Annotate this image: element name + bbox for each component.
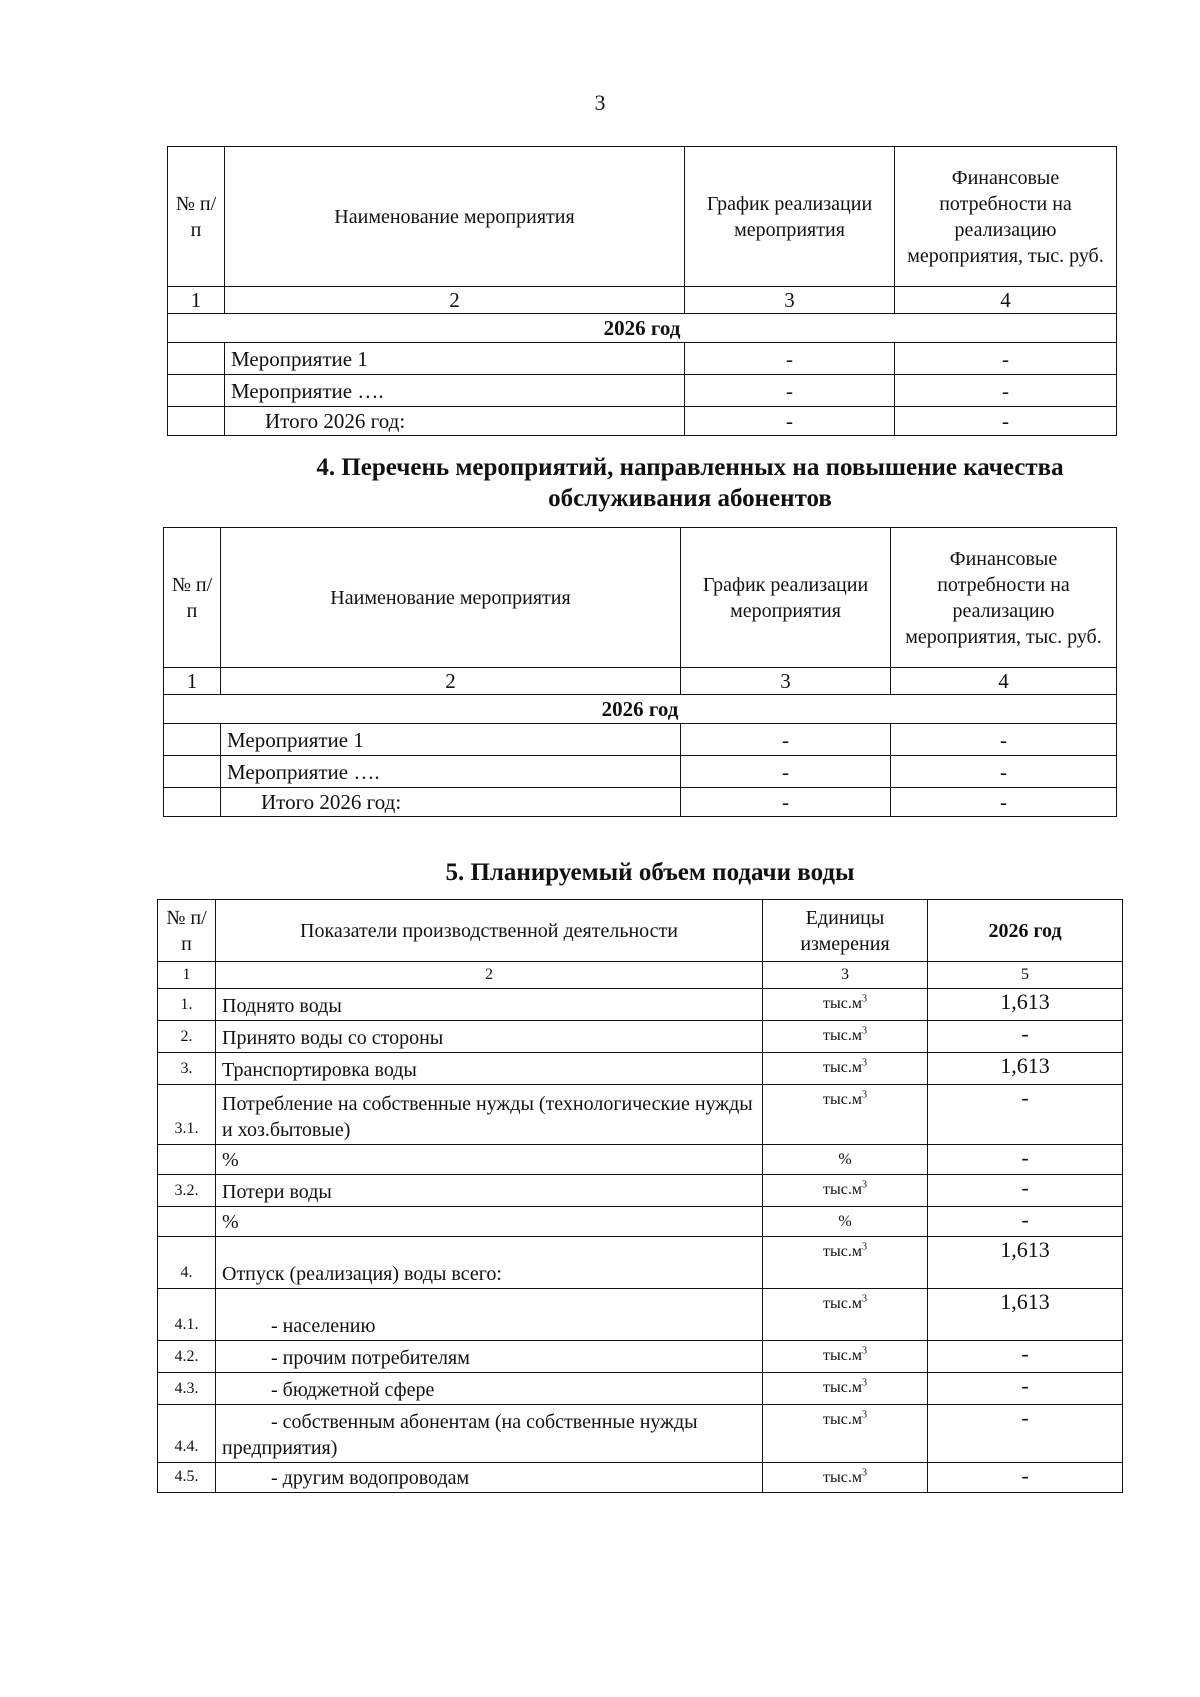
measures-table-1	[167, 146, 1117, 436]
value-cell: -	[928, 1207, 1123, 1237]
col-number-5: 5	[928, 962, 1123, 989]
value-cell: -	[928, 1463, 1123, 1493]
value-cell: -	[928, 1341, 1123, 1373]
indicator-name: %	[216, 1207, 763, 1237]
value-cell: 1,613	[928, 1053, 1123, 1085]
value-cell: -	[928, 1085, 1123, 1145]
unit-cell	[763, 1463, 928, 1493]
measures-table-2	[163, 527, 1117, 817]
unit-text: тыс.м	[823, 995, 862, 1012]
value-cell: 1,613	[928, 1289, 1123, 1341]
value-cell: -	[928, 1405, 1123, 1463]
unit-text: тыс.м	[823, 1027, 862, 1044]
unit-superscript: 3	[861, 1377, 867, 1389]
unit-superscript: 3	[861, 1345, 867, 1357]
header-measure-name: Наименование мероприятия	[221, 528, 681, 668]
row-number: 3.	[158, 1053, 216, 1085]
col-number-3: 3	[685, 287, 895, 314]
unit-cell	[763, 1175, 928, 1207]
row-number: 4.2.	[158, 1341, 216, 1373]
row-number: 4.1.	[158, 1289, 216, 1341]
unit-superscript: 3	[861, 993, 867, 1005]
unit-text: тыс.м	[823, 1295, 862, 1312]
total-label: Итого 2026 год:	[221, 788, 681, 817]
value-cell: -	[928, 1175, 1123, 1207]
header-indicator: Показатели производственной деятельности	[216, 900, 763, 962]
indicator-name: - другим водопроводам	[216, 1463, 763, 1493]
unit-superscript: 3	[861, 1057, 867, 1069]
measure-name: Мероприятие ….	[221, 756, 681, 788]
header-finance: Финансовые потребности на реализацию мероприятия, тыс. руб.	[895, 147, 1117, 287]
section-5-title: 5. Планируемый объем подачи воды	[445, 859, 855, 886]
row-number: 3.2.	[158, 1175, 216, 1207]
row-number	[164, 788, 221, 817]
value-cell: -	[928, 1145, 1123, 1175]
measure-finance: -	[891, 756, 1117, 788]
unit-cell	[763, 1405, 928, 1463]
unit-text: тыс.м	[823, 1243, 862, 1260]
header-unit: Единицы измерения	[763, 900, 928, 962]
row-number: 2.	[158, 1021, 216, 1053]
value-cell: 1,613	[928, 989, 1123, 1021]
section-4-title: 4. Перечень мероприятий, направленных на повышение качества обслуживания абонентов	[316, 454, 1064, 512]
year-row: 2026 год	[164, 695, 1117, 724]
measure-schedule: -	[681, 756, 891, 788]
measure-schedule: -	[681, 724, 891, 756]
measure-name: Мероприятие 1	[221, 724, 681, 756]
header-number: № п/п	[168, 147, 225, 287]
row-number	[158, 1145, 216, 1175]
row-number	[168, 343, 225, 375]
unit-superscript: 3	[861, 1025, 867, 1037]
unit-cell: %	[763, 1145, 928, 1175]
unit-superscript: 3	[861, 1241, 867, 1253]
row-number	[158, 1207, 216, 1237]
col-number-3: 3	[763, 962, 928, 989]
indicator-name: %	[216, 1145, 763, 1175]
measure-finance: -	[895, 343, 1117, 375]
total-finance: -	[895, 407, 1117, 436]
col-number-4: 4	[895, 287, 1117, 314]
measure-finance: -	[895, 375, 1117, 407]
unit-text: тыс.м	[823, 1091, 862, 1108]
measure-schedule: -	[685, 343, 895, 375]
row-number: 1.	[158, 989, 216, 1021]
unit-cell	[763, 1289, 928, 1341]
unit-superscript: 3	[861, 1467, 867, 1479]
header-number: № п/п	[164, 528, 221, 668]
header-schedule: График реализации мероприятия	[681, 528, 891, 668]
col-number-2: 2	[216, 962, 763, 989]
indicator-name: Потребление на собственные нужды (технологические нужды и хоз.бытовые)	[216, 1085, 763, 1145]
col-number-2: 2	[221, 668, 681, 695]
measure-name: Мероприятие ….	[225, 375, 685, 407]
total-schedule: -	[681, 788, 891, 817]
unit-cell	[763, 1053, 928, 1085]
row-number: 4.	[158, 1237, 216, 1289]
unit-text: тыс.м	[823, 1181, 862, 1198]
header-number: № п/п	[158, 900, 216, 962]
header-finance: Финансовые потребности на реализацию мероприятия, тыс. руб.	[891, 528, 1117, 668]
indicator-name: Потери воды	[216, 1175, 763, 1207]
value-cell: -	[928, 1373, 1123, 1405]
row-number: 3.1.	[158, 1085, 216, 1145]
unit-text: тыс.м	[823, 1059, 862, 1076]
col-number-4: 4	[891, 668, 1117, 695]
col-number-1: 1	[168, 287, 225, 314]
year-row: 2026 год	[168, 314, 1117, 343]
col-number-1: 1	[158, 962, 216, 989]
measure-schedule: -	[685, 375, 895, 407]
measure-finance: -	[891, 724, 1117, 756]
header-schedule: График реализации мероприятия	[685, 147, 895, 287]
indicator-name: Принято воды со стороны	[216, 1021, 763, 1053]
unit-cell: %	[763, 1207, 928, 1237]
row-number	[168, 375, 225, 407]
indicator-name: Транспортировка воды	[216, 1053, 763, 1085]
row-number: 4.3.	[158, 1373, 216, 1405]
unit-text: тыс.м	[823, 1379, 862, 1396]
total-finance: -	[891, 788, 1117, 817]
unit-cell	[763, 1341, 928, 1373]
col-number-3: 3	[681, 668, 891, 695]
header-year: 2026 год	[928, 900, 1123, 962]
indicator-name: - населению	[216, 1289, 763, 1341]
unit-text: тыс.м	[823, 1469, 862, 1486]
indicator-name: Отпуск (реализация) воды всего:	[216, 1237, 763, 1289]
unit-cell	[763, 1085, 928, 1145]
value-cell: 1,613	[928, 1237, 1123, 1289]
indicator-name: - собственным абонентам (на собственные нужды предприятия)	[216, 1405, 763, 1463]
water-supply-table	[157, 899, 1123, 1493]
unit-text: тыс.м	[823, 1411, 862, 1428]
row-number	[168, 407, 225, 436]
row-number: 4.5.	[158, 1463, 216, 1493]
unit-superscript: 3	[861, 1409, 867, 1421]
total-label: Итого 2026 год:	[225, 407, 685, 436]
value-cell: -	[928, 1021, 1123, 1053]
row-number: 4.4.	[158, 1405, 216, 1463]
page-number: 3	[594, 90, 606, 115]
unit-text: тыс.м	[823, 1347, 862, 1364]
unit-cell	[763, 1237, 928, 1289]
indicator-name: - бюджетной сфере	[216, 1373, 763, 1405]
col-number-2: 2	[225, 287, 685, 314]
total-schedule: -	[685, 407, 895, 436]
measure-name: Мероприятие 1	[225, 343, 685, 375]
unit-cell	[763, 989, 928, 1021]
row-number	[164, 724, 221, 756]
col-number-1: 1	[164, 668, 221, 695]
unit-cell	[763, 1021, 928, 1053]
unit-superscript: 3	[861, 1293, 867, 1305]
indicator-name: - прочим потребителям	[216, 1341, 763, 1373]
unit-cell	[763, 1373, 928, 1405]
unit-superscript: 3	[861, 1179, 867, 1191]
row-number	[164, 756, 221, 788]
unit-superscript: 3	[861, 1089, 867, 1101]
indicator-name: Поднято воды	[216, 989, 763, 1021]
header-measure-name: Наименование мероприятия	[225, 147, 685, 287]
